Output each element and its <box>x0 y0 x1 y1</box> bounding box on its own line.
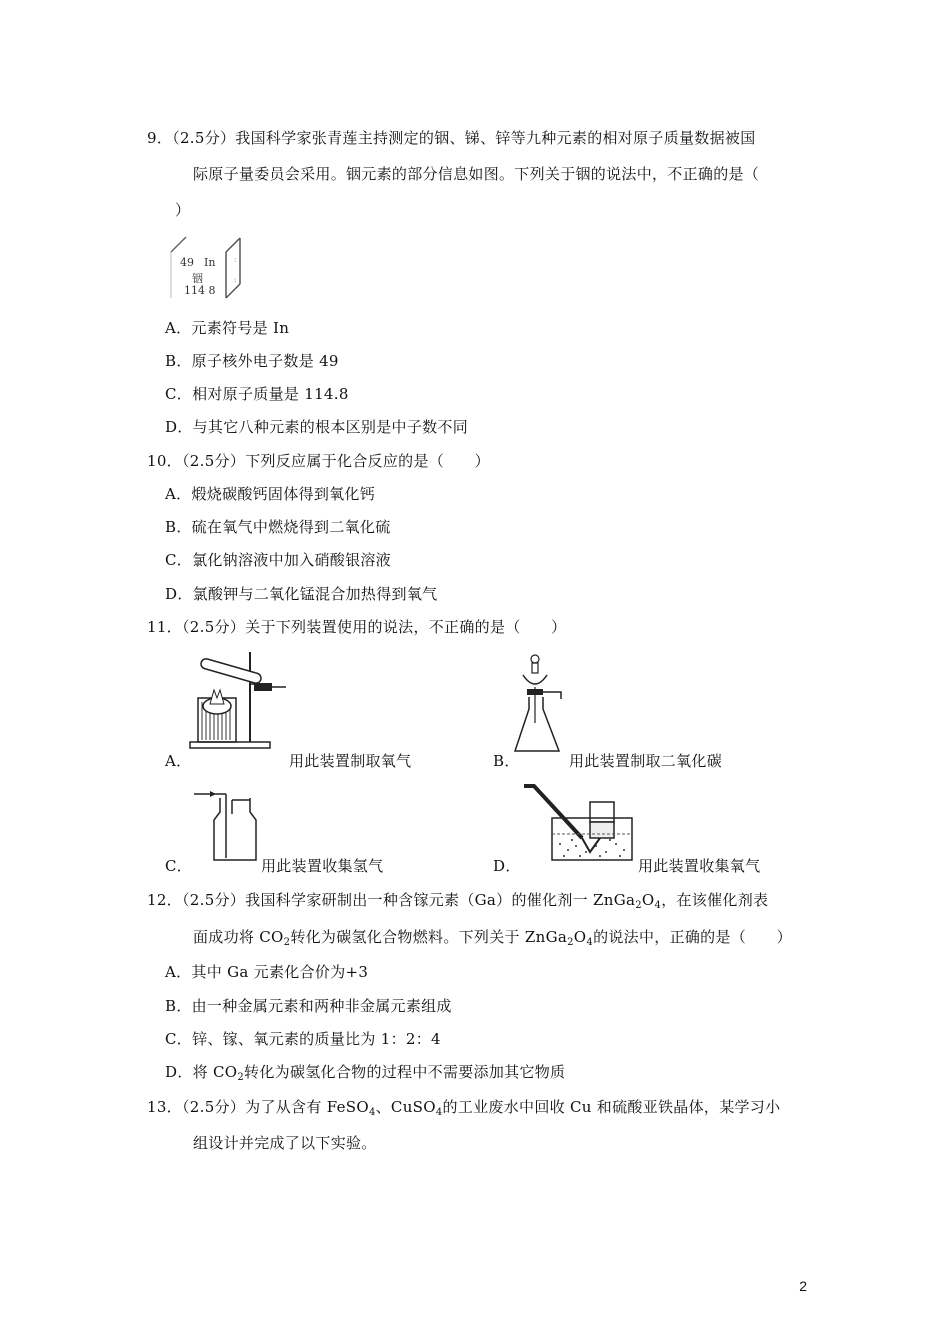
q9-stem-line3: ） <box>175 201 191 219</box>
q10-stem: 10．（2.5分）下列反应属于化合反应的是（ ） <box>147 452 490 470</box>
page-number: 2 <box>799 1278 807 1294</box>
apparatus-d-trough-figure <box>520 782 636 866</box>
q10-option-b: B．硫在氧气中燃烧得到二氧化硫 <box>165 518 391 536</box>
tile-atomic-number: 49 <box>180 256 194 269</box>
q12-option-c: C．锌、镓、氧元素的质量比为 1：2：4 <box>165 1030 441 1048</box>
q9-option-a: A．元素符号是 In <box>165 319 290 337</box>
q11-b-text: 用此装置制取二氧化碳 <box>569 752 723 770</box>
q9-option-c: C．相对原子质量是 114.8 <box>165 385 349 403</box>
q11-a-text: 用此装置制取氧气 <box>289 752 412 770</box>
q9-stem-line2: 际原子量委员会采用。铟元素的部分信息如图。下列关于铟的说法中，不正确的是（ <box>193 165 760 183</box>
apparatus-b-flask-figure <box>513 653 575 757</box>
q11-c-label: C． <box>165 857 193 875</box>
q12-option-d: D．将 $CO_2$转化为碳氢化合物的过程中不需要添加其它物质 <box>165 1063 566 1083</box>
q11-c-text: 用此装置收集氢气 <box>261 857 384 875</box>
tile-symbol: In <box>204 256 216 269</box>
apparatus-a-heating-figure <box>188 648 288 750</box>
q12-option-b: B．由一种金属元素和两种非金属元素组成 <box>165 997 452 1015</box>
svg-text::: : <box>234 256 237 264</box>
q13-stem-line1: 13．（2.5分）为了从含有 FeSO$_4$、CuSO$_4$的工业废水中回收 Cu 和硫酸亚铁晶体，某学习小 <box>147 1098 781 1118</box>
q10-option-d: D．氯酸钾与二氧化锰混合加热得到氧气 <box>165 585 438 603</box>
q13-stem-line2: 组设计并完成了以下实验。 <box>193 1134 377 1152</box>
q11-b-label: B． <box>493 752 520 770</box>
q9-option-d: D．与其它八种元素的根本区别是中子数不同 <box>165 418 469 436</box>
tile-name: 铟 <box>192 272 203 285</box>
q11-stem: 11．（2.5分）关于下列装置使用的说法，不正确的是（ ） <box>147 618 567 636</box>
q11-d-label: D． <box>493 857 521 875</box>
q11-d-text: 用此装置收集氧气 <box>638 857 761 875</box>
q12-option-a: A．其中 Ga 元素化合价为+3 <box>165 963 369 981</box>
q9-stem-line1: 9．（2.5分）我国科学家张青莲主持测定的铟、锑、锌等九种元素的相对原子质量数据被国 <box>147 129 756 147</box>
svg-text::: : <box>234 276 237 284</box>
q11-a-label: A． <box>165 752 192 770</box>
element-tile-figure <box>168 234 278 300</box>
q10-option-a: A．煅烧碳酸钙固体得到氧化钙 <box>165 485 376 503</box>
q9-option-b: B．原子核外电子数是 49 <box>165 352 339 370</box>
apparatus-c-bottle-figure <box>192 786 262 862</box>
q12-stem-line2: 面成功将 $CO_2$转化为碳氢化合物燃料。下列关于 $ZnGa_2O_4$的说法中，正确的是（ ） <box>193 928 792 948</box>
q10-option-c: C．氯化钠溶液中加入硝酸银溶液 <box>165 551 391 569</box>
tile-mass: 114 8 <box>184 284 216 297</box>
q12-stem-line1: 12．（2.5分）我国科学家研制出一种含镓元素（Ga）的催化剂一 $ZnGa_2O_4$，在该催化剂表 <box>147 891 769 911</box>
